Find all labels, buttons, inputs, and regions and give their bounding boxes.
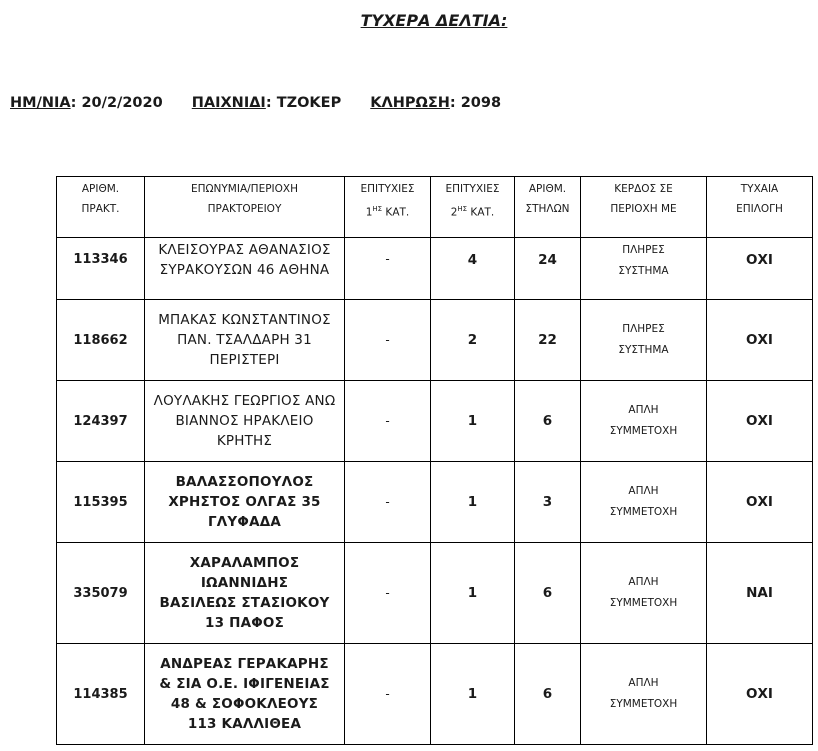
- columns-count: 22: [515, 300, 581, 381]
- table-row: [57, 462, 813, 543]
- header-category-1: ΕΠΙΤΥΧΙΕΣ $1^{H\Sigma}$ ΚΑΤ.: [345, 177, 431, 238]
- header-category-2: ΕΠΙΤΥΧΙΕΣ $2^{H\Sigma}$ ΚΑΤ.: [431, 177, 515, 238]
- table-row: [57, 381, 813, 462]
- category-1-hits: -: [345, 543, 431, 644]
- agency-name: ΑΝΔΡΕΑΣ ΓΕΡΑΚΑΡΗΣ & ΣΙΑ Ο.Ε. ΙΦΙΓΕΝΕΙΑΣ 48 & ΣΟΦΟΚΛΕΟΥΣ 113 ΚΑΛΛΙΘΕΑ: [145, 644, 345, 745]
- gain-type: ΠΛΗΡΕΣ ΣΥΣΤΗΜΑ: [581, 300, 707, 381]
- category-1-hits: -: [345, 238, 431, 300]
- category-1-hits: -: [345, 300, 431, 381]
- header-agency-code: ΑΡΙΘΜ. ΠΡΑΚΤ.: [57, 177, 145, 238]
- agency-name: ΧΑΡΑΛΑΜΠΟΣ ΙΩΑΝΝΙΔΗΣ ΒΑΣΙΛΕΩΣ ΣΤΑΣΙΟΚΟΥ 13 ΠΑΦΟΣ: [145, 543, 345, 644]
- category-1-hits: -: [345, 381, 431, 462]
- draw-label: ΚΛΗΡΩΣΗ: [370, 95, 450, 111]
- gain-type: ΑΠΛΗ ΣΥΜΜΕΤΟΧΗ: [581, 462, 707, 543]
- random-pick: ΟΧΙ: [707, 462, 813, 543]
- gain-type: ΑΠΛΗ ΣΥΜΜΕΤΟΧΗ: [581, 381, 707, 462]
- random-pick: ΟΧΙ: [707, 300, 813, 381]
- agency-code: 115395: [57, 462, 145, 543]
- date-value: : 20/2/2020: [70, 95, 163, 111]
- category-2-hits: 2: [431, 300, 515, 381]
- gain-type: ΑΠΛΗ ΣΥΜΜΕΤΟΧΗ: [581, 543, 707, 644]
- draw-info-line: [10, 95, 501, 111]
- gain-type: ΠΛΗΡΕΣ ΣΥΣΤΗΜΑ: [581, 238, 707, 300]
- category-2-hits: 1: [431, 644, 515, 745]
- random-pick: ΟΧΙ: [707, 238, 813, 300]
- draw-value: : 2098: [449, 95, 502, 111]
- game-info: [192, 95, 341, 111]
- table-row: [57, 644, 813, 745]
- columns-count: 24: [515, 238, 581, 300]
- random-pick: ΝΑΙ: [707, 543, 813, 644]
- table-row: [57, 543, 813, 644]
- agency-name: ΚΛΕΙΣΟΥΡΑΣ ΑΘΑΝΑΣΙΟΣ ΣΥΡΑΚΟΥΣΩΝ 46 ΑΘΗΝΑ: [145, 238, 345, 300]
- header-columns: ΑΡΙΘΜ. ΣΤΗΛΩΝ: [515, 177, 581, 238]
- table-row: [57, 238, 813, 300]
- random-pick: ΟΧΙ: [707, 381, 813, 462]
- draw-info: [370, 95, 501, 111]
- gain-type: ΑΠΛΗ ΣΥΜΜΕΤΟΧΗ: [581, 644, 707, 745]
- game-label: ΠΑΙΧΝΙΔΙ: [191, 95, 266, 111]
- date-info: [10, 95, 163, 111]
- category-2-hits: 4: [431, 238, 515, 300]
- agency-name: ΛΟΥΛΑΚΗΣ ΓΕΩΡΓΙΟΣ ΑΝΩ ΒΙΑΝΝΟΣ ΗΡΑΚΛΕΙΟ ΚΡΗΤΗΣ: [145, 381, 345, 462]
- category-2-hits: 1: [431, 462, 515, 543]
- columns-count: 6: [515, 381, 581, 462]
- agency-code: 118662: [57, 300, 145, 381]
- header-agency-name: ΕΠΩΝΥΜΙΑ/ΠΕΡΙΟΧΗ ΠΡΑΚΤΟΡΕΙΟΥ: [145, 177, 345, 238]
- table-header-row: [57, 177, 813, 238]
- winning-tickets-table: [56, 176, 813, 745]
- category-2-hits: 1: [431, 543, 515, 644]
- columns-count: 6: [515, 644, 581, 745]
- header-gain-type: ΚΕΡΔΟΣ ΣΕ ΠΕΡΙΟΧΗ ΜΕ: [581, 177, 707, 238]
- table-row: [57, 300, 813, 381]
- category-2-hits: 1: [431, 381, 515, 462]
- agency-code: 113346: [57, 238, 145, 300]
- agency-code: 124397: [57, 381, 145, 462]
- category-1-hits: -: [345, 644, 431, 745]
- header-random-pick: ΤΥΧΑΙΑ ΕΠΙΛΟΓΗ: [707, 177, 813, 238]
- agency-code: 114385: [57, 644, 145, 745]
- agency-code: 335079: [57, 543, 145, 644]
- columns-count: 3: [515, 462, 581, 543]
- agency-name: ΒΑΛΑΣΣΟΠΟΥΛΟΣ ΧΡΗΣΤΟΣ ΟΛΓΑΣ 35 ΓΛΥΦΑΔΑ: [145, 462, 345, 543]
- category-1-hits: -: [345, 462, 431, 543]
- agency-name: ΜΠΑΚΑΣ ΚΩΝΣΤΑΝΤΙΝΟΣ ΠΑΝ. ΤΣΑΛΔΑΡΗ 31 ΠΕΡΙΣΤΕΡΙ: [145, 300, 345, 381]
- columns-count: 6: [515, 543, 581, 644]
- game-value: : ΤΖΟΚΕΡ: [265, 95, 342, 111]
- date-label: ΗΜ/ΝΙΑ: [10, 95, 71, 111]
- page-title: ΤΥΧΕΡΑ ΔΕΛΤΙΑ:: [360, 11, 508, 30]
- random-pick: ΟΧΙ: [707, 644, 813, 745]
